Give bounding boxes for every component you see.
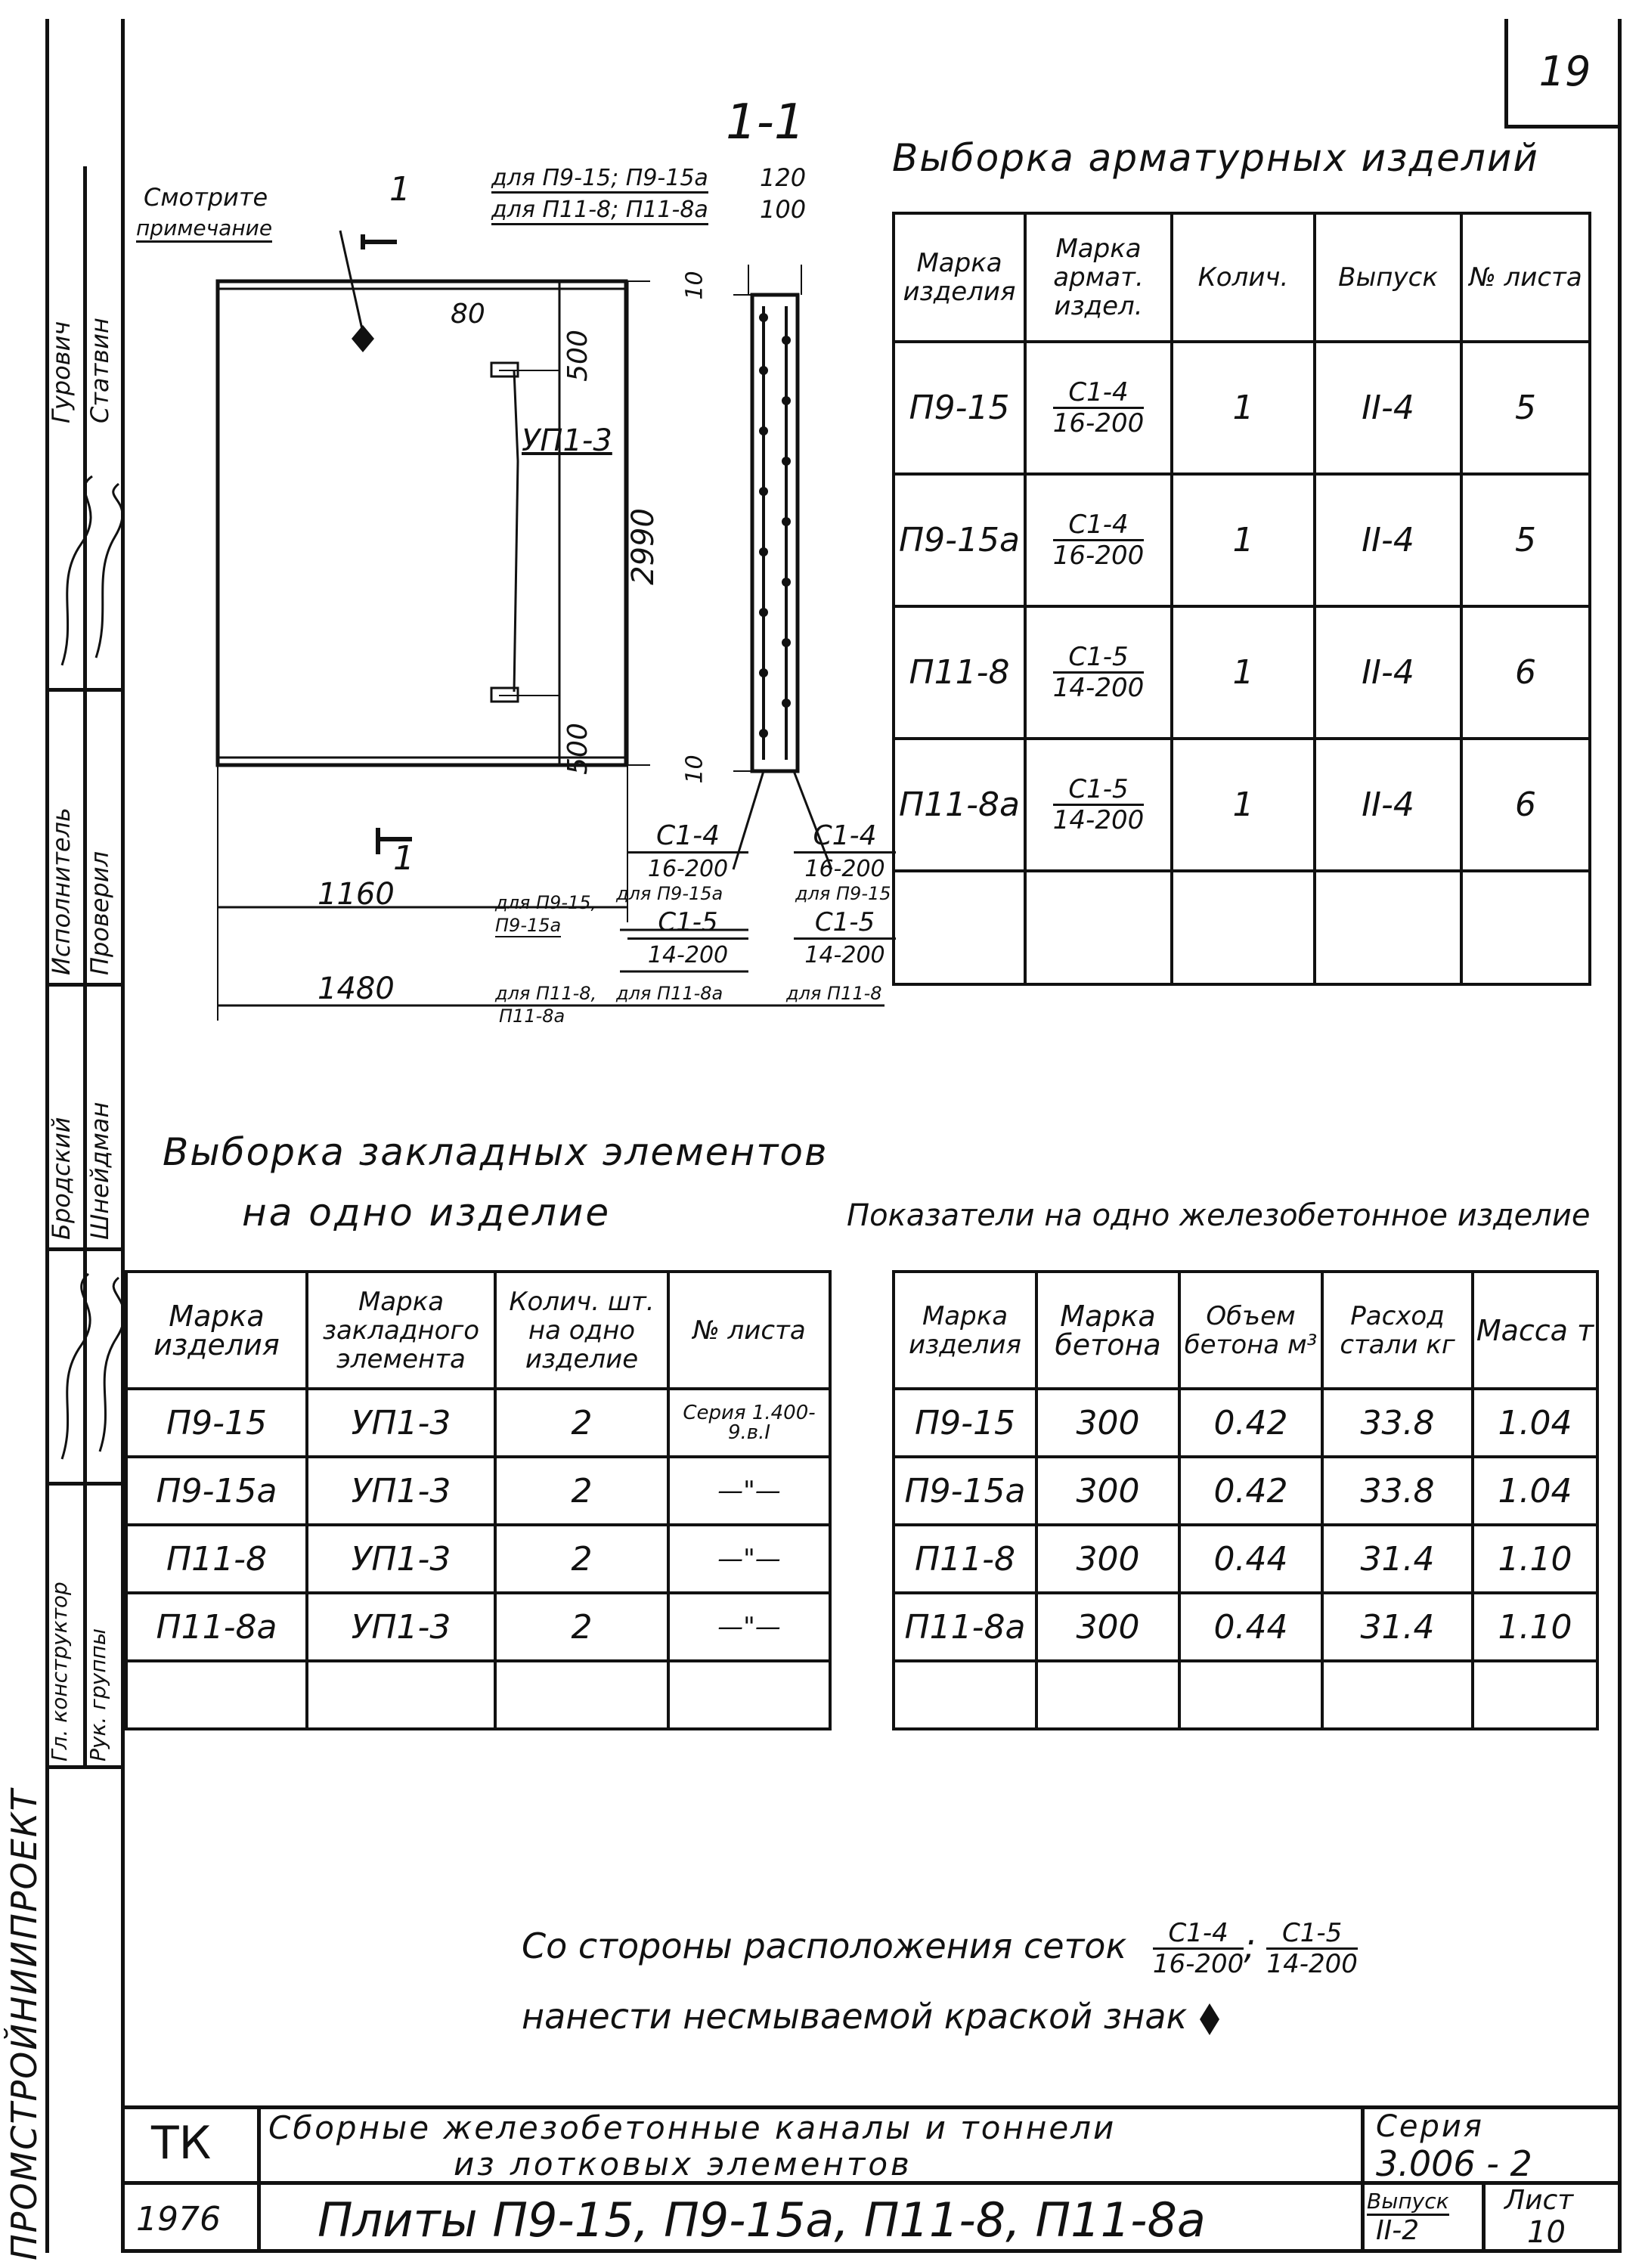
ind-cell-concrete: 300 bbox=[1036, 1593, 1179, 1661]
dim-for-2: для П11-8; П11-8а bbox=[491, 197, 708, 225]
table-row bbox=[126, 1457, 830, 1525]
dim-80: 80 bbox=[451, 299, 485, 330]
callout-left-for2: для П11-8, bbox=[495, 983, 597, 1004]
note-ref-1: Смотрите bbox=[144, 183, 268, 212]
embed-cell-mark: УП1-3 bbox=[307, 1525, 495, 1593]
embed-cell-item: П9-15 bbox=[126, 1389, 307, 1457]
titleblock-vline-2 bbox=[1361, 2105, 1365, 2253]
rebar-cell-mark: $\frac{С1-5}{14-200}$ bbox=[1025, 606, 1172, 739]
stamp-org: ПРОМСТРОЙНИИПРОЕКТ bbox=[4, 1788, 45, 2260]
titleblock-issue-label: Выпуск bbox=[1367, 2189, 1449, 2216]
embed-cell-item: П11-8а bbox=[126, 1593, 307, 1661]
titleblock-vline-3 bbox=[1482, 2181, 1486, 2253]
dim-10-top: 10 bbox=[681, 271, 708, 300]
table-row bbox=[894, 342, 1590, 474]
ind-cell-steel: 33.8 bbox=[1322, 1389, 1473, 1457]
embed-h-qty: Колич. шт. на одно изделие bbox=[495, 1272, 668, 1389]
table-row-empty bbox=[126, 1661, 830, 1729]
embed-cell-sheet: —"— bbox=[668, 1593, 830, 1661]
ind-cell-steel: 31.4 bbox=[1322, 1593, 1473, 1661]
ind-cell-item: П9-15а bbox=[894, 1457, 1036, 1525]
rebar-cell-item: П11-8 bbox=[894, 606, 1025, 739]
ind-cell-item: П11-8 bbox=[894, 1525, 1036, 1593]
callout-left-for2b: П11-8а bbox=[499, 1005, 565, 1027]
note-text-1: Со стороны расположения сеток bbox=[522, 1926, 1127, 1966]
note-line-2 bbox=[522, 1996, 1221, 2037]
ind-cell-item: П9-15 bbox=[894, 1389, 1036, 1457]
stamp-row-line bbox=[45, 1765, 125, 1769]
table-row bbox=[894, 739, 1590, 871]
callout-left-for2-mid: для П11-8а bbox=[616, 983, 723, 1004]
rebar-cell-qty: 1 bbox=[1172, 342, 1315, 474]
rebar-cell-qty: 1 bbox=[1172, 474, 1315, 606]
rebar-cell-item: П9-15 bbox=[894, 342, 1025, 474]
stamp-row-line bbox=[45, 688, 125, 692]
embed-cell-qty: 2 bbox=[495, 1593, 668, 1661]
callout-right-mark1-d: 16-200 bbox=[804, 856, 885, 882]
embed-cell-mark: УП1-3 bbox=[307, 1389, 495, 1457]
stamp-role-group: Рук. группы bbox=[85, 1628, 110, 1761]
cut-label-top: 1 bbox=[389, 170, 410, 209]
ind-cell-steel: 31.4 bbox=[1322, 1525, 1473, 1593]
callout-right-mark2: С1-5 bbox=[794, 907, 896, 940]
table-row bbox=[126, 1525, 830, 1593]
callout-left-mark1: С1-4 bbox=[627, 820, 748, 854]
dim-500-bottom: 500 bbox=[562, 723, 593, 775]
callout-right-mark1: С1-4 bbox=[794, 820, 896, 854]
stamp-row-line bbox=[45, 983, 125, 987]
titleblock-year: 1976 bbox=[136, 2200, 221, 2239]
stamp-name-1: Гурович bbox=[47, 321, 76, 423]
rebar-table-title: Выборка арматурных изделий bbox=[892, 136, 1539, 180]
dim-2990: 2990 bbox=[625, 508, 661, 585]
callout-right-for1: для П9-15 bbox=[795, 883, 891, 904]
dim-for-1: для П9-15; П9-15а bbox=[491, 165, 708, 194]
rebar-h-sheet: № листа bbox=[1461, 213, 1590, 342]
ind-h-steel: Расход стали кг bbox=[1322, 1272, 1473, 1389]
titleblock-drawing-name: Плиты П9-15, П9-15а, П11-8, П11-8а bbox=[318, 2192, 1206, 2248]
titleblock-sheet-label: Лист bbox=[1504, 2185, 1574, 2216]
slab-section bbox=[752, 295, 798, 771]
note-frac-2: $\frac{С1-5}{14-200}$ bbox=[1266, 1918, 1358, 1979]
embed-cell-qty: 2 bbox=[495, 1457, 668, 1525]
rebar-cell-mark: $\frac{С1-4}{16-200}$ bbox=[1025, 342, 1172, 474]
ind-cell-steel: 33.8 bbox=[1322, 1457, 1473, 1525]
rebar-cell-sheet: 5 bbox=[1461, 474, 1590, 606]
ind-cell-volume: 0.42 bbox=[1179, 1389, 1322, 1457]
signature-marks-2 bbox=[47, 1263, 122, 1474]
titleblock-series-value: 3.006 - 2 bbox=[1376, 2143, 1532, 2184]
titleblock-sheet-value: 10 bbox=[1527, 2215, 1566, 2250]
titleblock-issue-value: II-2 bbox=[1376, 2215, 1420, 2246]
dim-for-value-2: 100 bbox=[760, 195, 807, 224]
stamp-row-line bbox=[45, 1482, 125, 1486]
titleblock-series-label: Серия bbox=[1376, 2109, 1484, 2144]
stamp-name-3: Бродский bbox=[47, 1117, 76, 1240]
callout-left-for1b: П9-15а bbox=[495, 915, 562, 936]
rebar-h-qty: Колич. bbox=[1172, 213, 1315, 342]
titleblock-title-2: из лотковых элементов bbox=[454, 2146, 912, 2183]
note-line-1 bbox=[522, 1920, 1358, 1977]
rebar-cell-issue: II-4 bbox=[1315, 342, 1461, 474]
ind-cell-volume: 0.44 bbox=[1179, 1525, 1322, 1593]
embed-cell-item: П11-8 bbox=[126, 1525, 307, 1593]
ind-cell-concrete: 300 bbox=[1036, 1525, 1179, 1593]
rebar-table bbox=[892, 212, 1591, 986]
embed-h-mark: Марка закладного элемента bbox=[307, 1272, 495, 1389]
note-sep: ; bbox=[1244, 1926, 1256, 1966]
table-row bbox=[894, 1593, 1597, 1661]
embed-cell-sheet: —"— bbox=[668, 1457, 830, 1525]
rebar-cell-qty: 1 bbox=[1172, 739, 1315, 871]
stamp-role-checker: Проверил bbox=[85, 850, 114, 975]
embed-cell-sheet: —"— bbox=[668, 1525, 830, 1593]
embed-table bbox=[125, 1270, 832, 1730]
rebar-h-mark: Марка армат. издел. bbox=[1025, 213, 1172, 342]
embed-cell-qty: 2 bbox=[495, 1525, 668, 1593]
embed-h-sheet: № листа bbox=[668, 1272, 830, 1389]
section-mark: 1-1 bbox=[726, 94, 805, 150]
dim-1160: 1160 bbox=[318, 877, 395, 912]
ind-cell-mass: 1.04 bbox=[1473, 1457, 1597, 1525]
callout-right-for2: для П11-8 bbox=[786, 983, 882, 1004]
signature-marks bbox=[47, 469, 122, 680]
ind-cell-mass: 1.10 bbox=[1473, 1525, 1597, 1593]
rebar-cell-item: П11-8а bbox=[894, 739, 1025, 871]
table-row bbox=[894, 1389, 1597, 1457]
table-row bbox=[126, 1593, 830, 1661]
table-row-empty bbox=[894, 871, 1590, 984]
cut-label-bottom: 1 bbox=[393, 839, 414, 878]
rebar-cell-sheet: 6 bbox=[1461, 606, 1590, 739]
table-row bbox=[894, 1525, 1597, 1593]
ind-cell-concrete: 300 bbox=[1036, 1457, 1179, 1525]
titleblock-title-1: Сборные железобетонные каналы и тоннели bbox=[268, 2109, 1117, 2146]
dim-500-top: 500 bbox=[562, 330, 593, 382]
rebar-cell-issue: II-4 bbox=[1315, 474, 1461, 606]
dim-1480: 1480 bbox=[318, 971, 395, 1006]
embed-cell-item: П9-15а bbox=[126, 1457, 307, 1525]
note-text-2: нанести несмываемой краской знак bbox=[522, 1996, 1188, 2037]
rebar-cell-sheet: 6 bbox=[1461, 739, 1590, 871]
callout-left-for1: для П9-15, bbox=[495, 892, 597, 913]
ind-h-concrete: Марка бетона bbox=[1036, 1272, 1179, 1389]
table-row bbox=[894, 474, 1590, 606]
stamp-name-4: Шнейдман bbox=[85, 1101, 114, 1240]
rebar-cell-item: П9-15а bbox=[894, 474, 1025, 606]
rebar-cell-issue: II-4 bbox=[1315, 606, 1461, 739]
callout-left-for1-mid: для П9-15а bbox=[616, 883, 723, 904]
rebar-h-item: Марка изделия bbox=[894, 213, 1025, 342]
ind-h-mass: Масса т bbox=[1473, 1272, 1597, 1389]
stamp-role-executor: Исполнитель bbox=[47, 807, 76, 975]
stamp-name-2: Статвин bbox=[85, 318, 114, 423]
stamp-role-chief: Гл. конструктор bbox=[47, 1582, 72, 1761]
dim-for-value-1: 120 bbox=[760, 163, 807, 192]
rebar-cell-mark: $\frac{С1-5}{14-200}$ bbox=[1025, 739, 1172, 871]
embed-cell-mark: УП1-3 bbox=[307, 1457, 495, 1525]
ind-cell-volume: 0.44 bbox=[1179, 1593, 1322, 1661]
embed-table-title1: Выборка закладных элементов bbox=[163, 1130, 829, 1174]
ind-cell-item: П11-8а bbox=[894, 1593, 1036, 1661]
embed-label: УП1-3 bbox=[522, 423, 612, 458]
table-row bbox=[894, 1457, 1597, 1525]
embed-cell-sheet: Серия 1.400-9.в.I bbox=[668, 1389, 830, 1457]
embed-cell-mark: УП1-3 bbox=[307, 1593, 495, 1661]
titleblock-vline-1 bbox=[257, 2105, 261, 2253]
embed-h-item: Марка изделия bbox=[126, 1272, 307, 1389]
note-frac-1: $\frac{С1-4}{16-200}$ bbox=[1152, 1918, 1244, 1979]
indicator-table-title: Показатели на одно железобетонное изделие bbox=[847, 1198, 1591, 1233]
ind-cell-volume: 0.42 bbox=[1179, 1457, 1322, 1525]
dim-10-bottom: 10 bbox=[681, 754, 708, 784]
rebar-h-issue: Выпуск bbox=[1315, 213, 1461, 342]
rebar-cell-qty: 1 bbox=[1172, 606, 1315, 739]
ind-h-volume: Объем бетона м³ bbox=[1179, 1272, 1322, 1389]
callout-left-mark1-d: 16-200 bbox=[647, 856, 729, 882]
frame-left-line bbox=[121, 19, 125, 2253]
indicator-table bbox=[892, 1270, 1599, 1730]
rebar-cell-mark: $\frac{С1-4}{16-200}$ bbox=[1025, 474, 1172, 606]
ind-cell-mass: 1.04 bbox=[1473, 1389, 1597, 1457]
ind-cell-mass: 1.10 bbox=[1473, 1593, 1597, 1661]
callout-left-mark2-d: 14-200 bbox=[647, 942, 729, 968]
callout-right-mark2-d: 14-200 bbox=[804, 942, 885, 968]
stamp-row-line bbox=[45, 1247, 125, 1251]
ind-h-item: Марка изделия bbox=[894, 1272, 1036, 1389]
ind-cell-concrete: 300 bbox=[1036, 1389, 1179, 1457]
sheet-number: 19 bbox=[1504, 19, 1622, 129]
table-row bbox=[126, 1389, 830, 1457]
table-row-empty bbox=[894, 1661, 1597, 1729]
embed-table-title2: на одно изделие bbox=[242, 1191, 612, 1235]
embed-cell-qty: 2 bbox=[495, 1389, 668, 1457]
callout-left-mark2: С1-5 bbox=[627, 907, 748, 940]
titleblock-code: ТК bbox=[151, 2117, 212, 2170]
note-ref-2: примечание bbox=[136, 215, 272, 243]
diamond-icon bbox=[1198, 2002, 1221, 2037]
rebar-cell-sheet: 5 bbox=[1461, 342, 1590, 474]
rebar-cell-issue: II-4 bbox=[1315, 739, 1461, 871]
table-row bbox=[894, 606, 1590, 739]
